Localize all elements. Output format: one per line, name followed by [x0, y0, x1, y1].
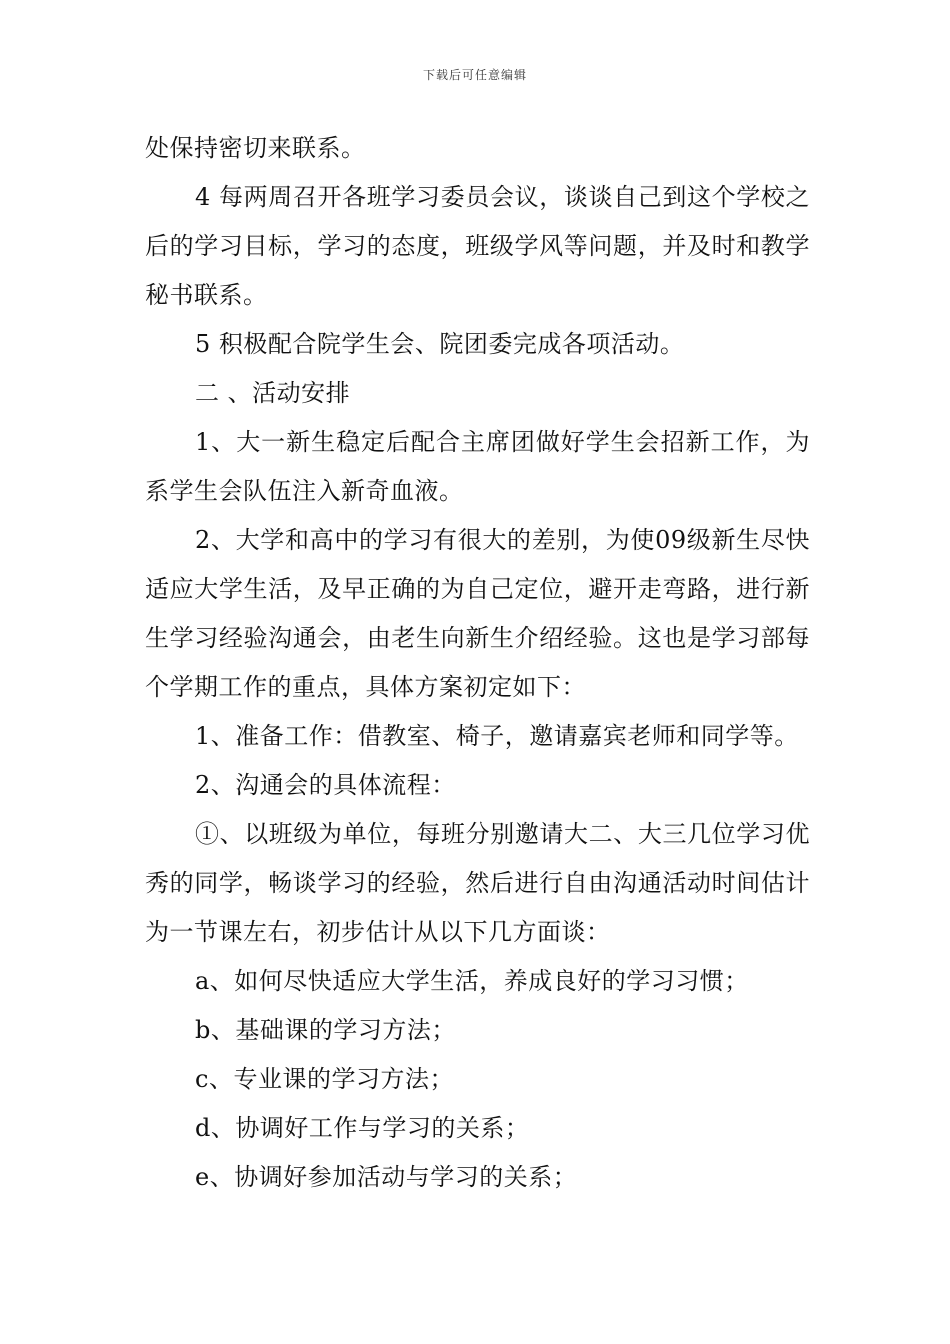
list-item-c: c、专业课的学习方法；: [195, 1065, 454, 1093]
list-item-d: d、协调好工作与学习的关系；: [195, 1114, 530, 1142]
document-body: [145, 124, 810, 1202]
paragraph-8: 2、沟通会的具体流程：: [195, 771, 456, 799]
list-item-e: e、协调好参加活动与学习的关系；: [195, 1163, 578, 1191]
paragraph-2: 4 每两周召开各班学习委员会议，谈谈自己到这个学校之后的学习目标，学习的态度，班级学风等问题，并及时和教学秘书联系。: [145, 183, 810, 309]
paragraph-9: ①、以班级为单位，每班分别邀请大二、大三几位学习优秀的同学，畅谈学习的经验，然后进行自由沟通活动时间估计为一节课左右，初步估计从以下几方面谈：: [145, 820, 810, 946]
paragraph-5: 1、大一新生稳定后配合主席团做好学生会招新工作，为系学生会队伍注入新奇血液。: [145, 428, 810, 505]
list-item-a: a、如何尽快适应大学生活，养成良好的学习习惯；: [195, 967, 749, 995]
page-header: 下载后可任意编辑: [422, 68, 527, 82]
paragraph-3: 5 积极配合院学生会、院团委完成各项活动。: [195, 330, 685, 358]
paragraph-6: 2、大学和高中的学习有很大的差别，为使09级新生尽快适应大学生活，及早正确的为自己定位，避开走弯路，进行新生学习经验沟通会，由老生向新生介绍经验。这也是学习部每个学期工作的重点，具体方案初定如下：: [145, 526, 810, 701]
paragraph-7: 1、准备工作：借教室、椅子，邀请嘉宾老师和同学等。: [195, 722, 799, 750]
list-item-b: b、基础课的学习方法；: [195, 1016, 456, 1044]
paragraph-1: 处保持密切来联系。: [145, 134, 366, 162]
section-heading-activity: 二 、活动安排: [195, 379, 351, 407]
